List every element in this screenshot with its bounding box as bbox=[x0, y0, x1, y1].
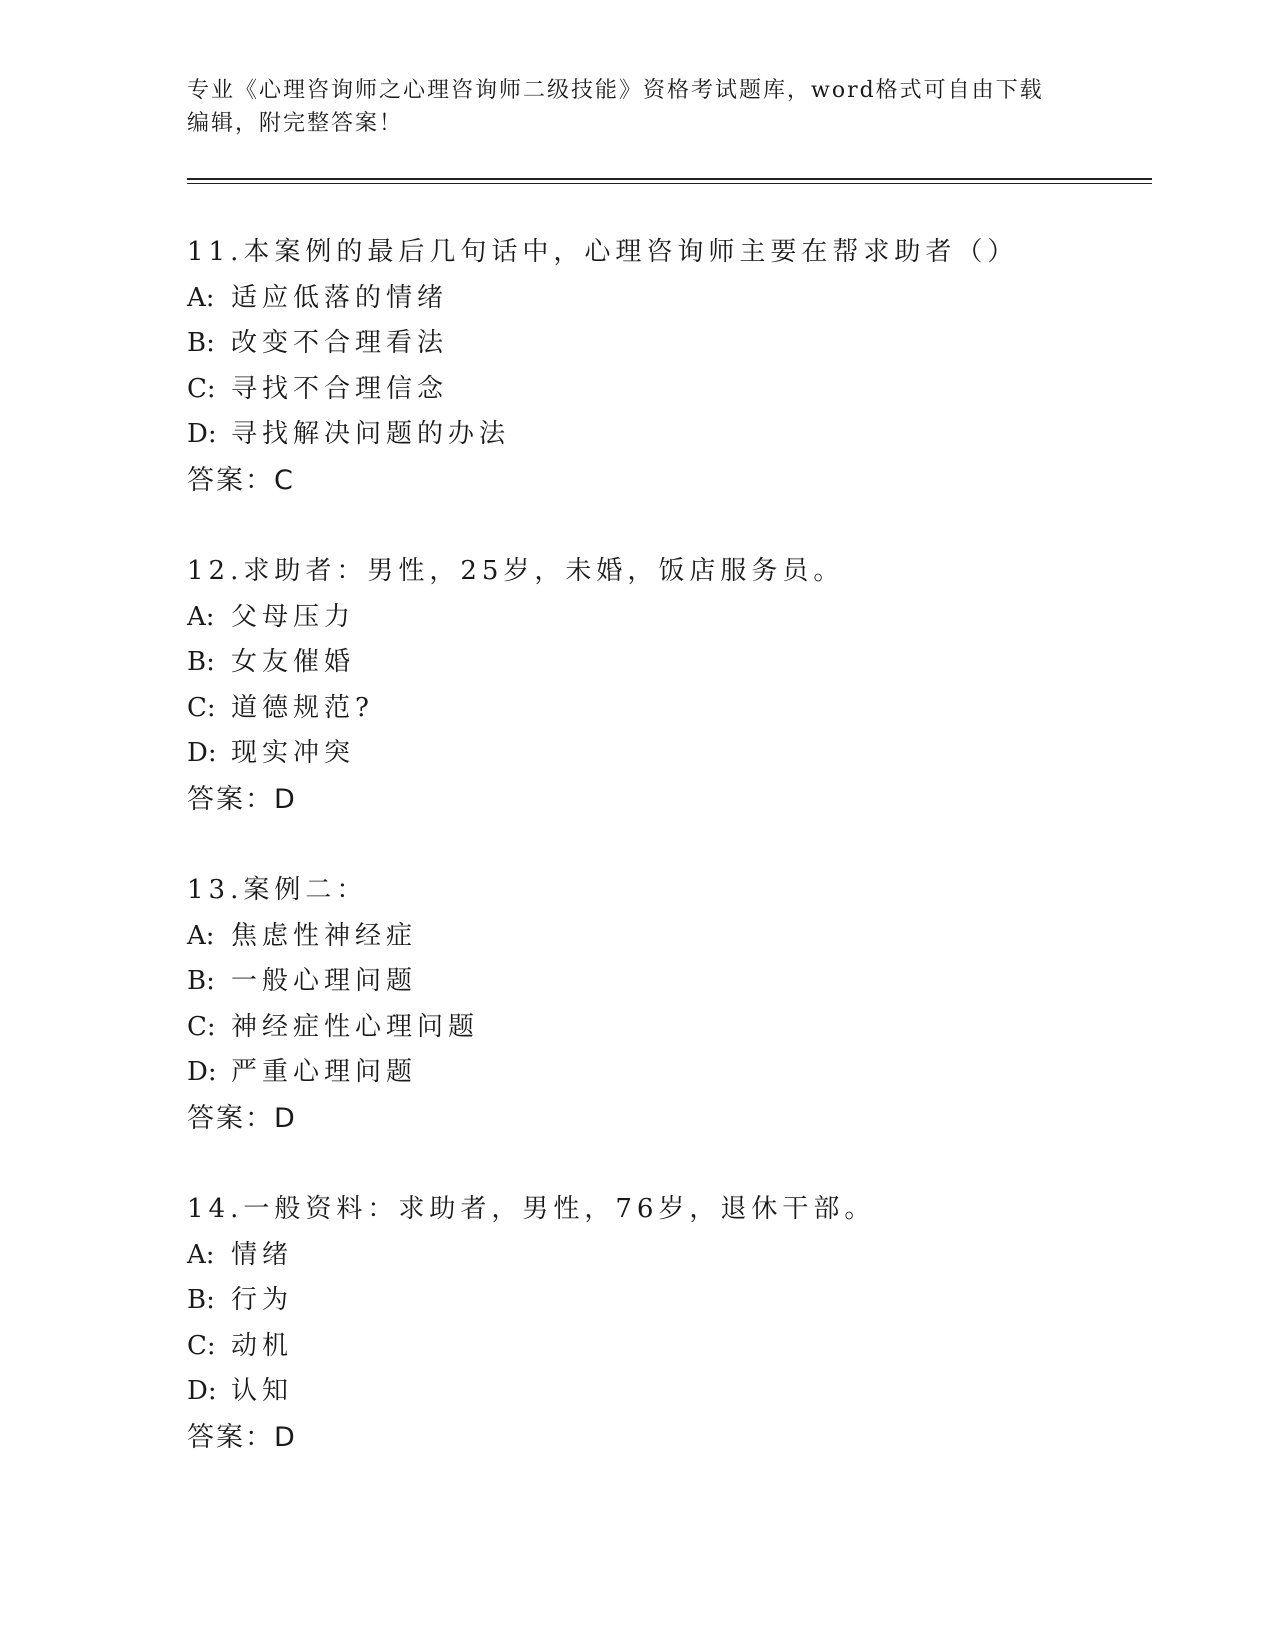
option-text: 寻找不合理信念 bbox=[231, 373, 449, 404]
option-letter: C: bbox=[187, 692, 216, 723]
document-header bbox=[187, 74, 1087, 140]
option-b bbox=[187, 1278, 1167, 1324]
answer-label: 答案：D bbox=[187, 1421, 297, 1453]
option-letter: D: bbox=[187, 738, 217, 768]
option-text: 严重心理问题 bbox=[231, 1057, 418, 1087]
option-letter: B: bbox=[187, 1285, 215, 1315]
option-letter: C: bbox=[187, 1330, 216, 1361]
question-stem: 11.本案例的最后几句话中，心理咨询师主要在帮求助者（） bbox=[187, 237, 1019, 267]
header-line-1: 专业《心理咨询师之心理咨询师二级技能》资格考试题库，word格式可自由下载 bbox=[187, 78, 1044, 103]
answer-label: 答案：D bbox=[187, 1102, 297, 1134]
option-c bbox=[187, 367, 1167, 413]
option-a bbox=[187, 276, 1167, 322]
option-letter: A: bbox=[187, 282, 215, 313]
question-12 bbox=[187, 549, 1167, 822]
question-stem: 12.求助者：男性，25岁，未婚，饭店服务员。 bbox=[187, 556, 845, 586]
option-text: 行为 bbox=[231, 1285, 294, 1315]
option-letter: D: bbox=[187, 419, 217, 449]
header-divider-thin bbox=[187, 183, 1152, 184]
answer-label: 答案：D bbox=[187, 783, 297, 815]
question-13 bbox=[187, 868, 1167, 1141]
option-text: 寻找解决问题的办法 bbox=[231, 419, 511, 449]
option-b bbox=[187, 959, 1167, 1005]
answer-label: 答案：C bbox=[187, 464, 295, 496]
option-letter: B: bbox=[187, 647, 215, 677]
option-d bbox=[187, 1050, 1167, 1096]
option-letter: A: bbox=[187, 601, 215, 632]
option-text: 动机 bbox=[231, 1330, 294, 1361]
option-c bbox=[187, 686, 1167, 732]
option-c bbox=[187, 1005, 1167, 1051]
option-letter: A: bbox=[187, 1239, 215, 1270]
option-a bbox=[187, 1233, 1167, 1279]
option-text: 神经症性心理问题 bbox=[231, 1011, 480, 1042]
option-b bbox=[187, 640, 1167, 686]
question-stem: 13.案例二： bbox=[187, 875, 368, 905]
option-d bbox=[187, 1369, 1167, 1415]
option-text: 父母压力 bbox=[231, 601, 356, 632]
option-text: 情绪 bbox=[231, 1239, 294, 1270]
option-text: 道德规范? bbox=[231, 692, 374, 723]
option-letter: A: bbox=[187, 920, 215, 951]
option-letter: D: bbox=[187, 1057, 217, 1087]
option-d bbox=[187, 731, 1167, 777]
option-a bbox=[187, 595, 1167, 641]
option-letter: B: bbox=[187, 328, 215, 358]
option-letter: C: bbox=[187, 373, 216, 404]
option-letter: B: bbox=[187, 966, 215, 996]
option-letter: C: bbox=[187, 1011, 216, 1042]
option-text: 现实冲突 bbox=[231, 738, 356, 768]
option-text: 适应低落的情绪 bbox=[231, 282, 449, 313]
option-text: 认知 bbox=[231, 1376, 294, 1406]
option-d bbox=[187, 412, 1167, 458]
option-c bbox=[187, 1324, 1167, 1370]
option-text: 女友催婚 bbox=[231, 647, 356, 677]
question-11 bbox=[187, 230, 1167, 503]
question-stem: 14.一般资料：求助者，男性，76岁，退休干部。 bbox=[187, 1194, 876, 1224]
option-text: 一般心理问题 bbox=[231, 966, 418, 996]
question-14 bbox=[187, 1187, 1167, 1460]
option-text: 改变不合理看法 bbox=[231, 328, 449, 358]
option-a bbox=[187, 914, 1167, 960]
option-text: 焦虑性神经症 bbox=[231, 920, 418, 951]
header-divider-thick bbox=[187, 178, 1152, 180]
option-letter: D: bbox=[187, 1376, 217, 1406]
option-b bbox=[187, 321, 1167, 367]
header-line-2: 编辑，附完整答案！ bbox=[187, 111, 404, 136]
